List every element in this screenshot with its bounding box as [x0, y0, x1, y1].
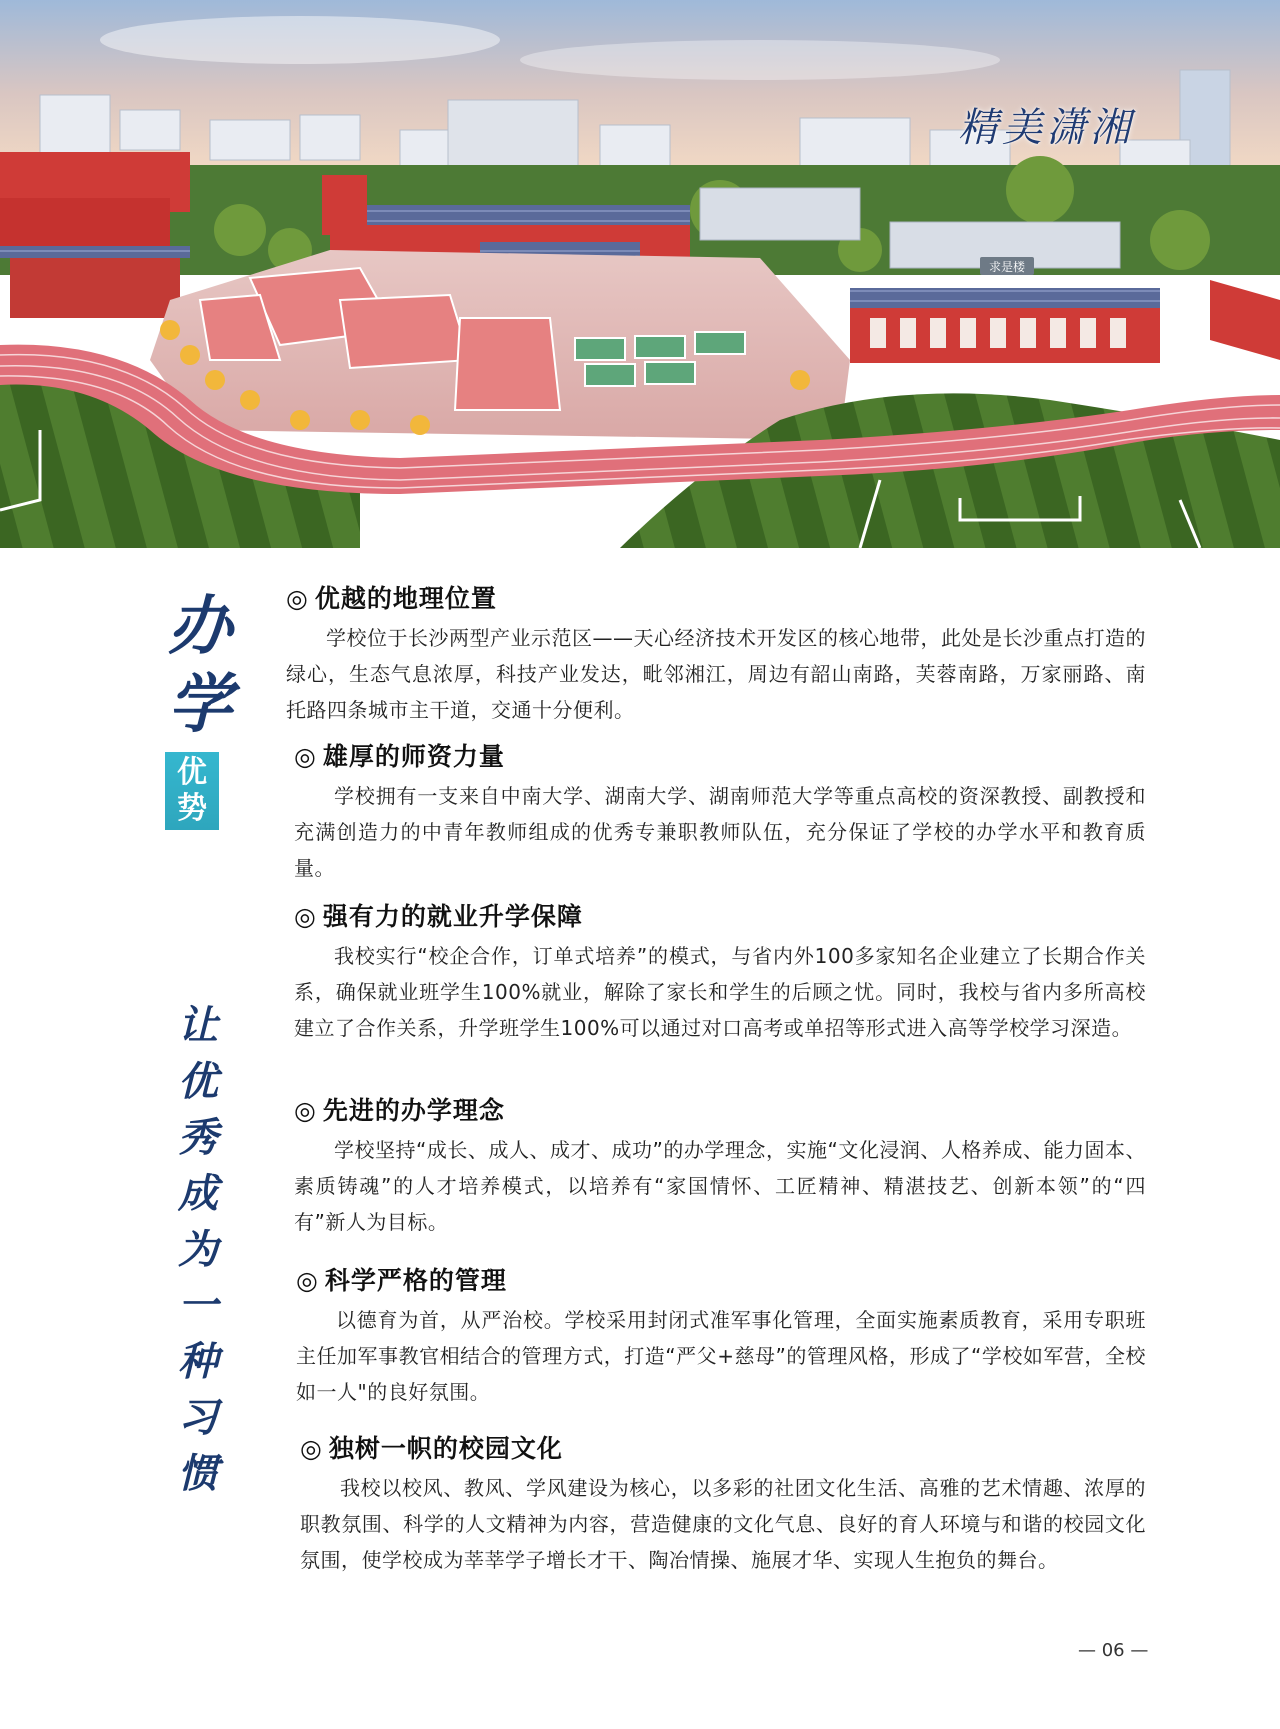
section-title: 雄厚的师资力量 — [322, 742, 505, 771]
school-buildings-left — [0, 152, 190, 318]
section-body: 学校拥有一支来自中南大学、湖南大学、湖南师范大学等重点高校的资深教授、副教授和充满创造力的中青年教师组成的优秀专兼职教师队伍，充分保证了学校的办学水平和教育质量。 — [294, 784, 1146, 880]
section-culture — [300, 1432, 1146, 1578]
brand-title-char: 办 — [168, 589, 232, 664]
motto-vertical — [168, 998, 228, 1502]
page-number: — 06 — — [1078, 1640, 1149, 1661]
circle-bullet-icon: ◎ — [296, 1266, 319, 1295]
motto-char: 让 — [178, 1002, 218, 1049]
campus-scene — [0, 0, 1280, 548]
circle-bullet-icon: ◎ — [294, 902, 317, 931]
building-sign-qiushi: 求是楼 — [988, 260, 1026, 274]
section-body: 学校位于长沙两型产业示范区——天心经济技术开发区的核心地带，此处是长沙重点打造的绿心，生态气息浓厚，科技产业发达，毗邻湘江，周边有韶山南路，芙蓉南路，万家丽路、南托路四条城市主干道，交通十分便利。 — [286, 626, 1146, 722]
motto-char: 秀 — [178, 1114, 218, 1161]
section-faculty — [294, 740, 1146, 886]
brand-title-char: 学 — [168, 667, 232, 742]
section-title: 先进的办学理念 — [322, 1096, 505, 1125]
campus-aerial-illustration — [0, 0, 1280, 548]
section-title: 优越的地理位置 — [314, 584, 497, 613]
section-title: 强有力的就业升学保障 — [322, 902, 583, 931]
circle-bullet-icon: ◎ — [286, 584, 309, 613]
motto-char: 惯 — [178, 1450, 218, 1497]
section-title: 科学严格的管理 — [324, 1266, 507, 1295]
motto-char: 成 — [178, 1170, 218, 1217]
section-title: 独树一帜的校园文化 — [328, 1434, 563, 1463]
section-heading — [296, 1264, 1146, 1298]
section-philosophy — [294, 1094, 1146, 1240]
section-heading — [300, 1432, 1146, 1466]
section-employment — [294, 900, 1146, 1046]
section-geography — [286, 582, 1146, 728]
section-body: 我校实行“校企合作，订单式培养”的模式，与省内外100多家知名企业建立了长期合作关系，确保就业班学生100%就业，解除了家长和学生的后顾之忧。同时，我校与省内多所高校建立了合作关系，升学班学生100%可以通过对口高考或单招等形式进入高等学校学习深造。 — [294, 944, 1146, 1040]
section-body: 学校坚持“成长、成人、成才、成功”的办学理念，实施“文化浸润、人格养成、能力固本、素质铸魂”的人才培养模式，以培养有“家国情怀、工匠精神、精湛技艺、创新本领”的“四有”新人为目标。 — [294, 1138, 1146, 1234]
section-heading — [294, 740, 1146, 774]
circle-bullet-icon: ◎ — [294, 742, 317, 771]
motto-char: 优 — [178, 1058, 218, 1105]
section-heading — [294, 1094, 1146, 1128]
section-body: 我校以校风、教风、学风建设为核心，以多彩的社团文化生活、高雅的艺术情趣、浓厚的职教氛围、科学的人文精神为内容，营造健康的文化气息、良好的育人环境与和谐的校园文化氛围，使学校成为莘莘学子增长才干、陶冶情操、施展才华、实现人生抱负的舞台。 — [300, 1476, 1146, 1572]
hero-caption: 精美潇湘 — [958, 105, 1134, 151]
brand-tag-char: 优 — [177, 755, 207, 790]
motto-char: 为 — [178, 1226, 218, 1273]
motto-char: 种 — [178, 1338, 218, 1385]
motto-char: 一 — [178, 1282, 218, 1329]
section-heading — [294, 900, 1146, 934]
brand-tag-char: 势 — [177, 791, 207, 826]
motto-char: 习 — [178, 1394, 218, 1441]
section-heading — [286, 582, 1146, 616]
brand-title — [160, 588, 240, 744]
circle-bullet-icon: ◎ — [294, 1096, 317, 1125]
section-management — [296, 1264, 1146, 1410]
section-body: 以德育为首，从严治校。学校采用封闭式准军事化管理，全面实施素质教育，采用专职班主任加军事教官相结合的管理方式，打造“严父+慈母”的管理风格，形成了“学校如军营，全校如一人"的良好氛围。 — [296, 1308, 1146, 1404]
brand-tag — [165, 752, 219, 830]
circle-bullet-icon: ◎ — [300, 1434, 323, 1463]
